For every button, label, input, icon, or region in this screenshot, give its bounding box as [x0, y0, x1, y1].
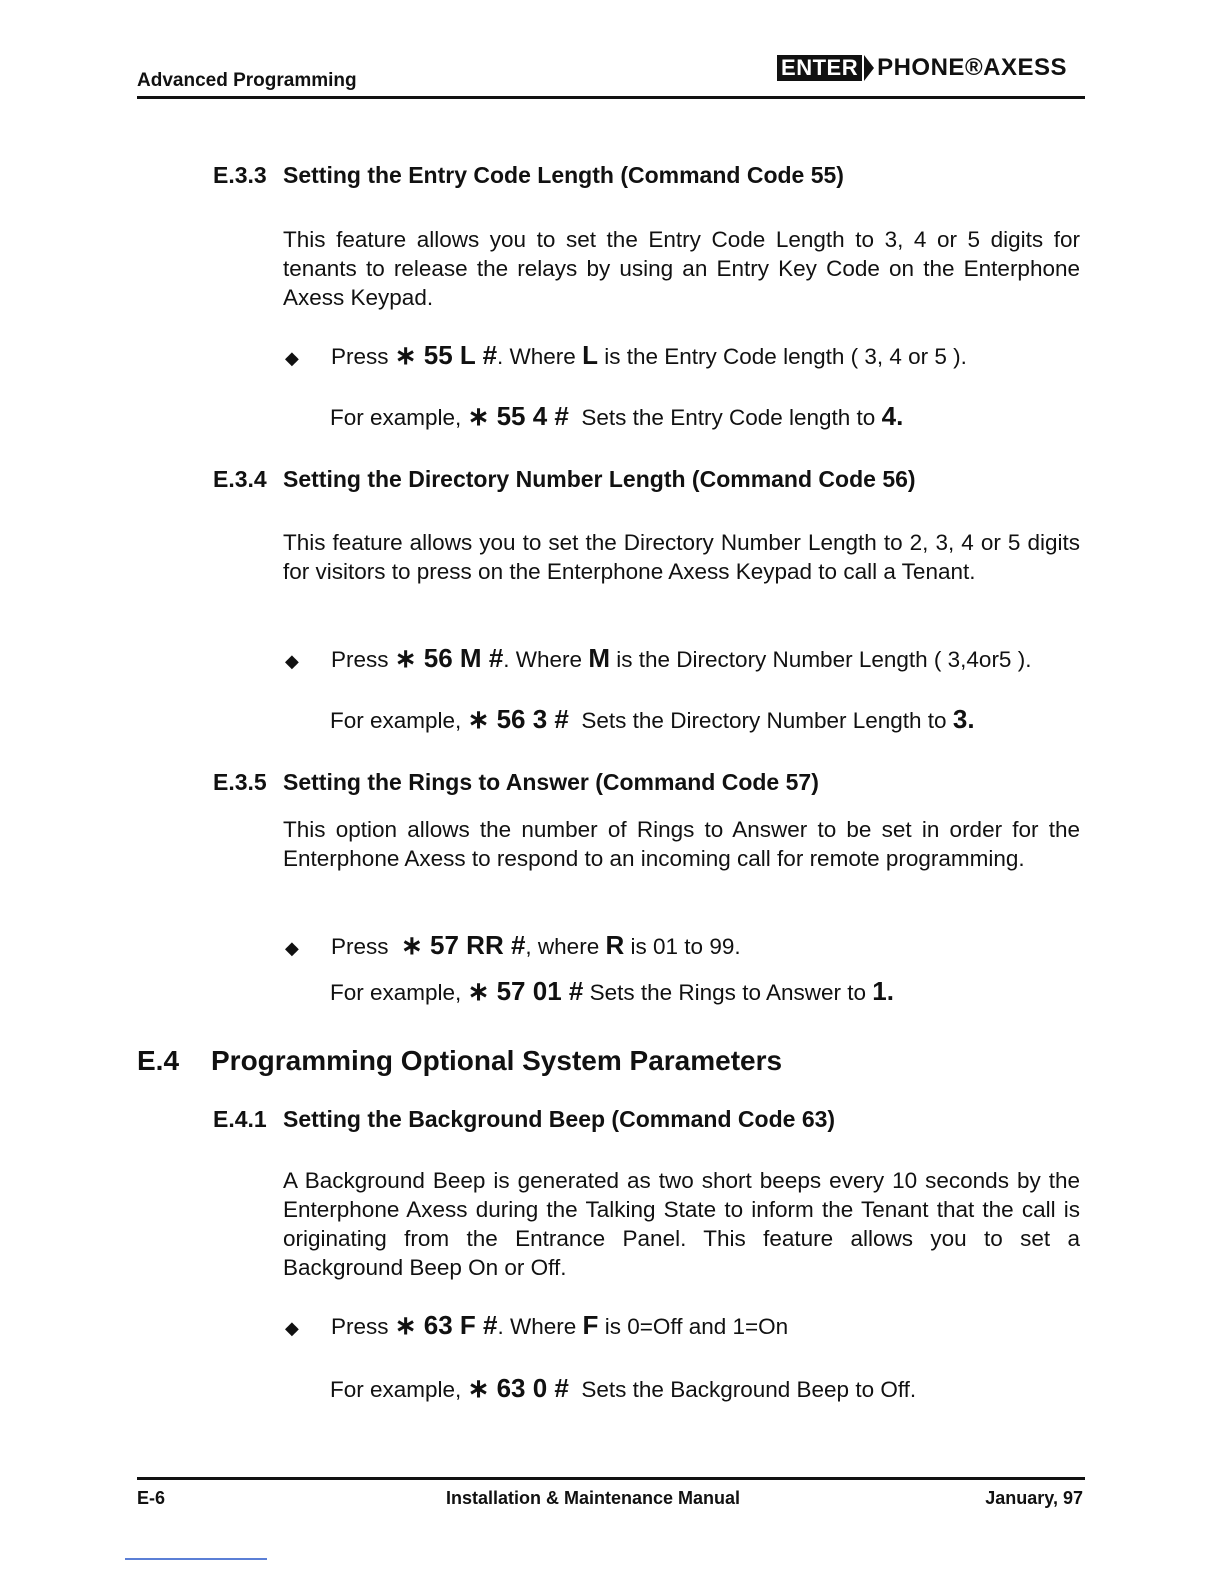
section-heading — [213, 1106, 835, 1133]
instruction-bullet: ◆ Press ∗ 55 L # . Where L is the Entry Code length ( 3, 4 or 5 ). — [285, 340, 967, 370]
example-value: 3 — [952, 704, 968, 734]
section-heading — [213, 769, 819, 796]
section-paragraph: This feature allows you to set the Entry Code Length to 3, 4 or 5 digits for tenants to release the relays by using an Entry Key Code on the Enterphone Axess Keypad. — [283, 227, 1080, 310]
example-line: For example, ∗ 56 3 # Sets the Directory Number Length to 3. — [330, 704, 975, 734]
example-command: ∗ 57 01 # — [467, 976, 584, 1006]
scan-mark — [125, 1558, 267, 1560]
command-code: ∗ 56 M # — [394, 643, 504, 673]
section-title: Setting the Rings to Answer (Command Code 57) — [283, 769, 819, 795]
section-paragraph: This feature allows you to set the Directory Number Length to 2, 3, 4 or 5 digits for visitors to press on the Enterphone Axess Keypad to call a Tenant. — [283, 530, 1080, 584]
command-code: ∗ 57 RR # — [401, 930, 526, 960]
diamond-bullet-icon: ◆ — [285, 651, 299, 671]
example-command: ∗ 55 4 # — [467, 401, 569, 431]
main-section-title: Programming Optional System Parameters — [211, 1045, 783, 1076]
example-line: For example, ∗ 63 0 # Sets the Background Beep to Off. — [330, 1373, 917, 1403]
logo-arrow-icon — [864, 55, 874, 81]
main-section-heading — [137, 1045, 782, 1077]
section-number: E.3.4 — [213, 466, 267, 492]
section-number: E.3.5 — [213, 769, 267, 795]
section-number: E.3.3 — [213, 162, 267, 188]
variable: R — [605, 930, 625, 960]
footer-date: January, 97 — [985, 1488, 1083, 1508]
page-number: E-6 — [137, 1488, 166, 1508]
example-line: For example, ∗ 55 4 # Sets the Entry Code length to 4. — [330, 401, 904, 431]
instruction-bullet: ◆ Press ∗ 63 F # . Where F is 0=Off and 1=On — [285, 1310, 789, 1340]
command-code: ∗ 55 L # — [394, 340, 498, 370]
section-paragraph: This option allows the number of Rings to Answer to be set in order for the Enterphone Axess to respond to an incoming call for remote programming. — [283, 817, 1080, 871]
brand-logo — [777, 54, 1067, 82]
instruction-bullet: ◆ Press ∗ 56 M # . Where M is the Directory Number Length ( 3,4or5 ). — [285, 643, 1032, 673]
section-number: E.4.1 — [213, 1106, 267, 1132]
section-title: Setting the Entry Code Length (Command Code 55) — [283, 162, 844, 188]
section-title: Setting the Directory Number Length (Command Code 56) — [283, 466, 916, 492]
example-line: For example, ∗ 57 01 # Sets the Rings to Answer to 1. — [330, 976, 894, 1006]
variable: F — [582, 1310, 599, 1340]
logo-text: PHONE®AXESS — [877, 54, 1067, 81]
example-value: 1 — [872, 976, 887, 1006]
example-value: 4 — [881, 401, 897, 431]
footer-rule — [137, 1477, 1085, 1480]
example-command: ∗ 56 3 # — [467, 704, 569, 734]
variable: M — [588, 643, 610, 673]
section-title: Setting the Background Beep (Command Code 63) — [283, 1106, 836, 1132]
main-section-number: E.4 — [137, 1045, 180, 1076]
diamond-bullet-icon: ◆ — [285, 1318, 299, 1338]
example-command: ∗ 63 0 # — [467, 1373, 569, 1403]
header-rule — [137, 96, 1085, 99]
header-section-title: Advanced Programming — [137, 70, 357, 91]
footer-title: Installation & Maintenance Manual — [446, 1488, 741, 1508]
diamond-bullet-icon: ◆ — [285, 938, 299, 958]
instruction-bullet: ◆ Press ∗ 57 RR # , where R is 01 to 99. — [285, 930, 741, 960]
logo-box: ENTER — [777, 55, 862, 81]
command-code: ∗ 63 F # — [394, 1310, 498, 1340]
section-heading — [213, 466, 916, 493]
variable: L — [582, 340, 598, 370]
diamond-bullet-icon: ◆ — [285, 348, 299, 368]
section-heading — [213, 162, 844, 189]
section-paragraph: A Background Beep is generated as two short beeps every 10 seconds by the Enterphone Axess during the Talking State to inform the Tenant that the call is originating from the Entrance Panel. This feature allows you to set a Background Beep On or Off. — [283, 1168, 1080, 1280]
